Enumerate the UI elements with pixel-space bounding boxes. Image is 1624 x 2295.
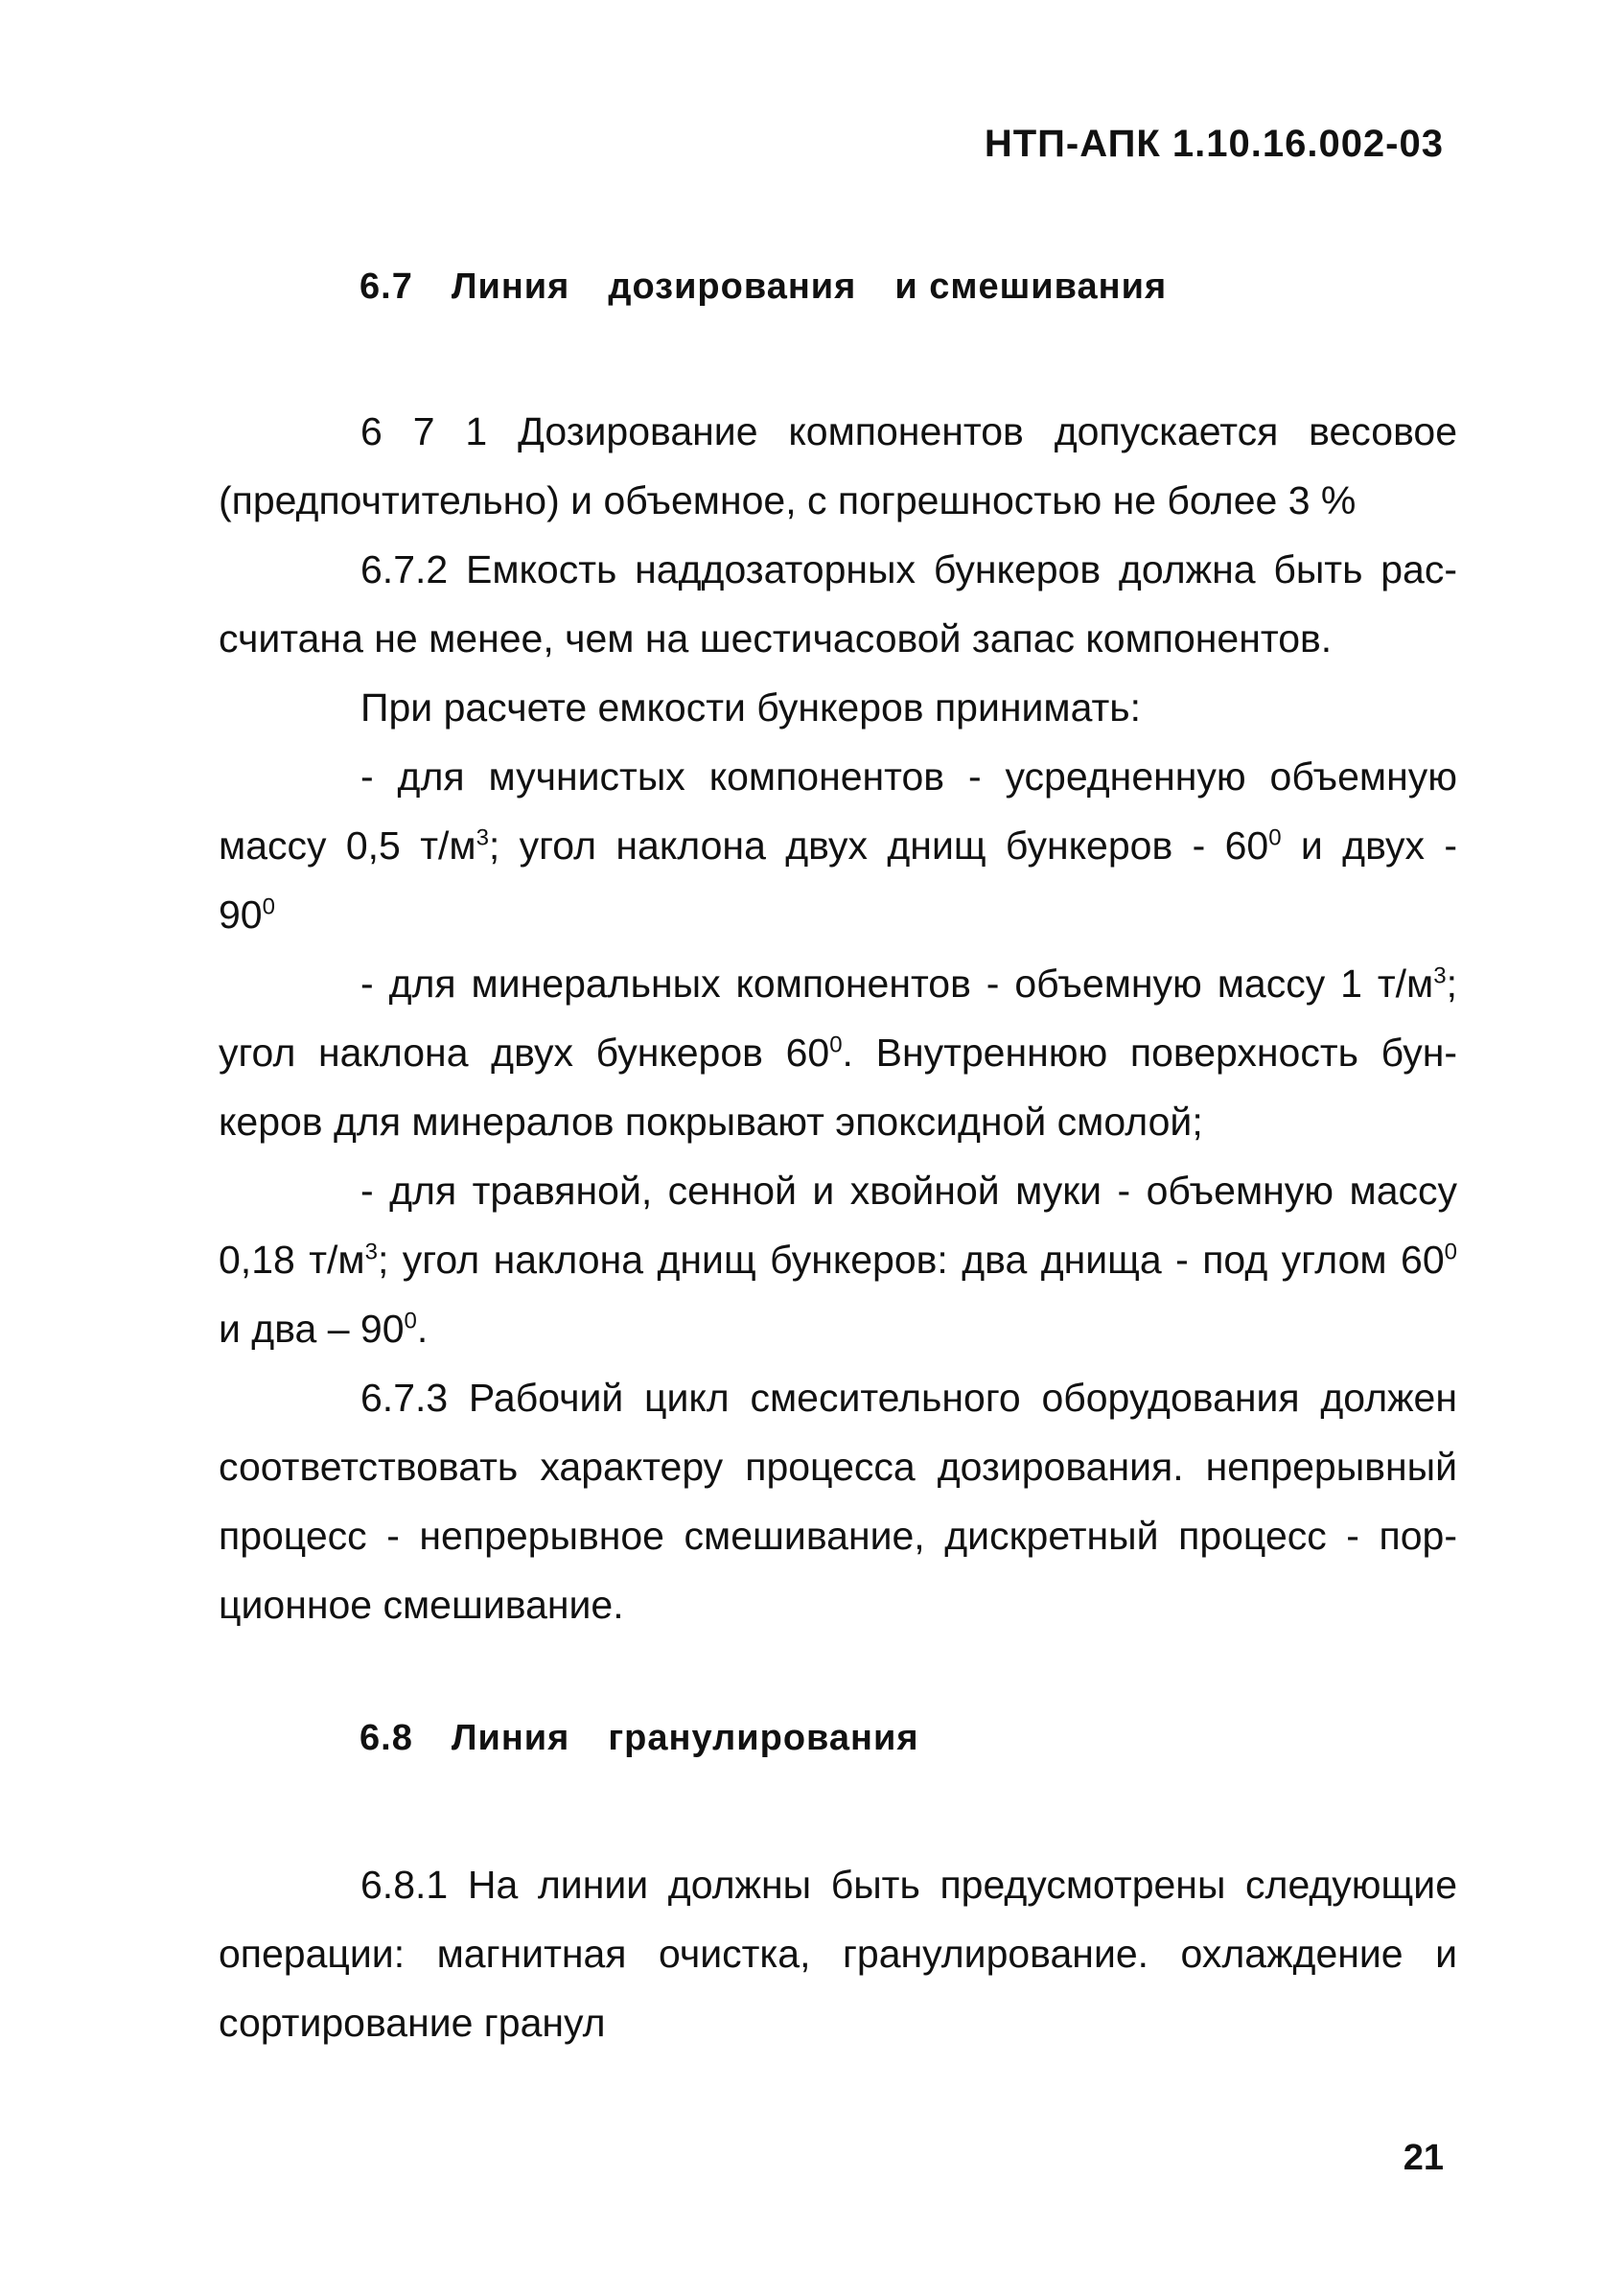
document-code: НТП-АПК 1.10.16.002-03	[984, 123, 1444, 165]
section-title-word: Линия	[451, 1718, 570, 1758]
text-run: ;	[1446, 962, 1457, 1006]
paragraph-line: - для мучнистых компонентов - усредненную объемную	[360, 754, 1457, 799]
text-run: . Внутреннюю поверхность бун-	[842, 1031, 1457, 1075]
paragraph-line	[219, 1018, 1457, 1087]
paragraph-line: - для травяной, сенной и хвойной муки - объемную массу	[360, 1169, 1457, 1213]
text-run: .	[416, 1307, 429, 1351]
section-heading-6-7	[360, 267, 1167, 308]
section-number: 6.7	[360, 267, 413, 307]
text-run: и двух -	[1281, 823, 1457, 868]
superscript: 3	[1433, 962, 1447, 989]
paragraph-line	[219, 1294, 1457, 1363]
page-number: 21	[1403, 2138, 1444, 2178]
paragraph-line	[219, 1225, 1457, 1294]
text-run: - для минеральных компонентов - объемную массу 1 т/м	[360, 962, 1434, 1006]
section-title-word: гранулирования	[608, 1718, 919, 1758]
paragraph-line: соответствовать характеру процесса дозирования. непрерывный	[219, 1445, 1457, 1489]
text-run: 0,18 т/м	[219, 1238, 365, 1282]
section-number: 6.8	[360, 1718, 413, 1758]
paragraph-line: При расчете емкости бункеров принимать:	[360, 685, 1142, 730]
paragraph-line: операции: магнитная очистка, гранулирование. охлаждение и	[219, 1932, 1457, 1976]
section-title-word: и смешивания	[894, 267, 1168, 307]
paragraph-line	[219, 949, 1457, 1018]
section-heading-6-8	[360, 1718, 919, 1759]
superscript: 0	[829, 1032, 843, 1058]
paragraph-line: керов для минералов покрывают эпоксидной смолой;	[219, 1100, 1203, 1144]
text-run: и два – 90	[219, 1307, 405, 1351]
paragraph-line: 6.7.2 Емкость наддозаторных бункеров должна быть рас-	[360, 547, 1457, 591]
paragraph-line: процесс - непрерывное смешивание, дискретный процесс - пор-	[219, 1514, 1457, 1558]
section-6-7-body	[219, 397, 1457, 1639]
paragraph-line: 6.8.1 На линии должны быть предусмотрены следующие	[360, 1863, 1457, 1907]
text-run: 90	[219, 892, 263, 937]
paragraph-line: ционное смешивание.	[219, 1583, 624, 1627]
paragraph-line: 6 7 1 Дозирование компонентов допускается весовое	[360, 409, 1457, 453]
paragraph-line: (предпочтительно) и объемное, с погрешностью не более 3 %	[219, 478, 1357, 522]
text-run: ; угол наклона днищ бункеров: два днища - под углом 60	[377, 1238, 1445, 1282]
text-run: ; угол наклона двух днищ бункеров - 60	[488, 823, 1269, 868]
superscript: 3	[364, 1239, 378, 1265]
paragraph-line	[219, 811, 1457, 880]
section-title-word: дозирования	[608, 267, 857, 307]
superscript: 0	[1268, 824, 1282, 851]
paragraph-line	[219, 880, 1457, 949]
text-run: массу 0,5 т/м	[219, 823, 476, 868]
paragraph-line: 6.7.3 Рабочий цикл смесительного оборудования должен	[360, 1376, 1457, 1420]
superscript: 0	[262, 893, 275, 920]
paragraph-line: сортирование гранул	[219, 2001, 606, 2045]
section-title-word: Линия	[451, 267, 570, 307]
text-run: угол наклона двух бункеров 60	[219, 1031, 830, 1075]
superscript: 0	[1444, 1239, 1457, 1265]
superscript: 0	[404, 1308, 417, 1334]
paragraph-line: считана не менее, чем на шестичасовой запас компонентов.	[219, 616, 1333, 661]
section-6-8-body	[219, 1850, 1457, 2057]
superscript: 3	[476, 824, 489, 851]
